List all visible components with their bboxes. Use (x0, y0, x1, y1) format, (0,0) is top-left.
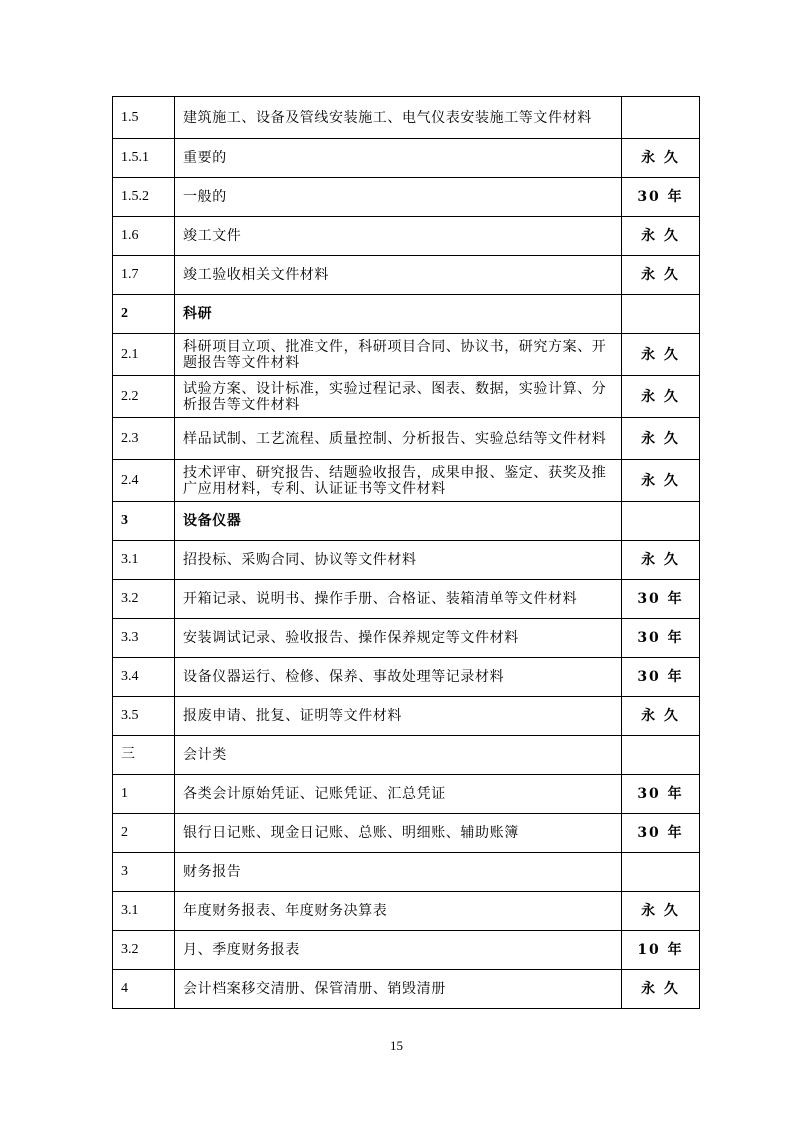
table-row (113, 580, 700, 619)
row-description: 各类会计原始凭证、记账凭证、汇总凭证 (175, 775, 622, 814)
row-code: 2.3 (113, 418, 175, 460)
row-retention-term: 30 年 (622, 658, 700, 697)
row-retention-term (622, 295, 700, 334)
row-code: 1.5 (113, 97, 175, 139)
row-code: 4 (113, 970, 175, 1009)
row-description: 竣工验收相关文件材料 (175, 256, 622, 295)
row-code: 2.4 (113, 460, 175, 502)
table-row (113, 502, 700, 541)
row-retention-term: 30 年 (622, 619, 700, 658)
table-row (113, 658, 700, 697)
row-description: 会计档案移交清册、保管清册、销毁清册 (175, 970, 622, 1009)
row-description: 样品试制、工艺流程、质量控制、分析报告、实验总结等文件材料 (175, 418, 622, 460)
table-row (113, 139, 700, 178)
row-description: 设备仪器运行、检修、保养、事故处理等记录材料 (175, 658, 622, 697)
row-description: 会计类 (175, 736, 622, 775)
row-description: 招投标、采购合同、协议等文件材料 (175, 541, 622, 580)
row-code: 3.3 (113, 619, 175, 658)
row-code: 1 (113, 775, 175, 814)
table-row (113, 931, 700, 970)
row-code: 1.5.1 (113, 139, 175, 178)
row-code: 2 (113, 814, 175, 853)
row-code: 3.4 (113, 658, 175, 697)
row-retention-term: 永 久 (622, 139, 700, 178)
row-code: 2.1 (113, 334, 175, 376)
row-description: 建筑施工、设备及管线安装施工、电气仪表安装施工等文件材料 (175, 97, 622, 139)
row-description: 财务报告 (175, 853, 622, 892)
row-description: 试验方案、设计标准，实验过程记录、图表、数据，实验计算、分析报告等文件材料 (175, 376, 622, 418)
row-retention-term (622, 736, 700, 775)
table-row (113, 418, 700, 460)
table-row (113, 541, 700, 580)
table-row (113, 178, 700, 217)
table-row (113, 814, 700, 853)
row-description: 月、季度财务报表 (175, 931, 622, 970)
row-code: 3.2 (113, 931, 175, 970)
row-code: 2 (113, 295, 175, 334)
row-description: 重要的 (175, 139, 622, 178)
row-code: 3 (113, 502, 175, 541)
row-code: 3.5 (113, 697, 175, 736)
retention-schedule-table (112, 96, 700, 1009)
table-row (113, 460, 700, 502)
row-retention-term: 永 久 (622, 541, 700, 580)
row-description: 银行日记账、现金日记账、总账、明细账、辅助账簿 (175, 814, 622, 853)
row-retention-term: 30 年 (622, 814, 700, 853)
row-retention-term: 永 久 (622, 697, 700, 736)
row-retention-term: 永 久 (622, 460, 700, 502)
row-retention-term: 永 久 (622, 376, 700, 418)
table-row (113, 697, 700, 736)
row-description: 安装调试记录、验收报告、操作保养规定等文件材料 (175, 619, 622, 658)
row-retention-term: 永 久 (622, 217, 700, 256)
row-description: 科研 (175, 295, 622, 334)
page-number: 15 (390, 1038, 403, 1053)
row-retention-term: 永 久 (622, 892, 700, 931)
table-row (113, 736, 700, 775)
row-retention-term (622, 97, 700, 139)
row-retention-term: 永 久 (622, 334, 700, 376)
table-row (113, 376, 700, 418)
row-code: 3.2 (113, 580, 175, 619)
table-row (113, 334, 700, 376)
table-row (113, 892, 700, 931)
row-retention-term: 30 年 (622, 178, 700, 217)
row-description: 报废申请、批复、证明等文件材料 (175, 697, 622, 736)
table-row (113, 256, 700, 295)
row-retention-term: 30 年 (622, 775, 700, 814)
row-code: 1.7 (113, 256, 175, 295)
row-retention-term: 30 年 (622, 580, 700, 619)
table-body (113, 97, 700, 1009)
row-code: 3 (113, 853, 175, 892)
row-retention-term (622, 502, 700, 541)
row-code: 3.1 (113, 541, 175, 580)
table-row (113, 775, 700, 814)
row-description: 科研项目立项、批准文件，科研项目合同、协议书，研究方案、开题报告等文件材料 (175, 334, 622, 376)
row-code: 1.6 (113, 217, 175, 256)
table-row (113, 217, 700, 256)
row-description: 竣工文件 (175, 217, 622, 256)
row-description: 一般的 (175, 178, 622, 217)
table-row (113, 853, 700, 892)
row-retention-term: 永 久 (622, 970, 700, 1009)
row-code: 3.1 (113, 892, 175, 931)
row-code: 2.2 (113, 376, 175, 418)
row-description: 技术评审、研究报告、结题验收报告，成果申报、鉴定、获奖及推广应用材料，专利、认证证书等文件材料 (175, 460, 622, 502)
row-description: 设备仪器 (175, 502, 622, 541)
table-row (113, 295, 700, 334)
row-retention-term: 10 年 (622, 931, 700, 970)
table-row (113, 619, 700, 658)
row-retention-term: 永 久 (622, 418, 700, 460)
row-code: 三 (113, 736, 175, 775)
row-retention-term (622, 853, 700, 892)
row-retention-term: 永 久 (622, 256, 700, 295)
row-code: 1.5.2 (113, 178, 175, 217)
table-row (113, 970, 700, 1009)
row-description: 开箱记录、说明书、操作手册、合格证、装箱清单等文件材料 (175, 580, 622, 619)
table-row (113, 97, 700, 139)
row-description: 年度财务报表、年度财务决算表 (175, 892, 622, 931)
